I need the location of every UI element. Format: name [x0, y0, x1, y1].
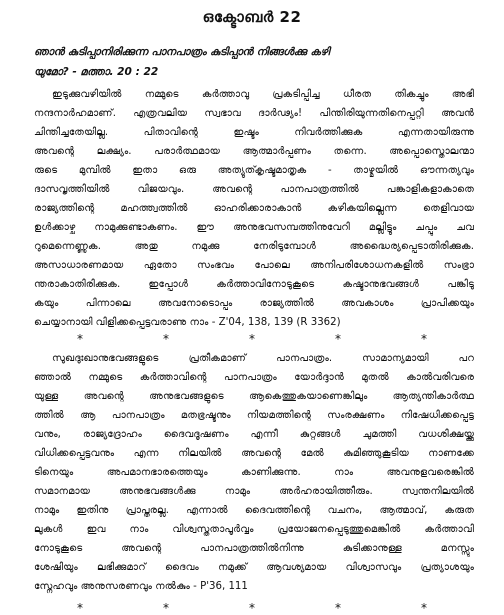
text-line-content: രാജ്യത്തിന്റെ മഹത്ത്വത്തിൽ ഓഹരിക്കാരാകാൻ കഴികയില്ലെന്ന തെളിവായ [34, 203, 474, 214]
text-line-content: നാമും ഇതിനു പ്രാപ്തരല്ല. എന്നാൽ ദൈവത്തിന്റെ വചനം, ആത്മാവ്, കരുത [34, 505, 474, 516]
text-line [34, 502, 474, 520]
separator-star: * [421, 601, 427, 615]
text-line [34, 238, 474, 256]
text-line [34, 276, 474, 294]
text-line-content: ചെയ്യാനായി വിളിക്കപ്പെട്ടവരാണു നാം - Z'04, 138, 139 (R 3362) [34, 317, 341, 328]
text-line-content: അവന്റെ ലക്ഷ്യം. പരാർത്ഥമായ ആത്മാർപ്പണം തന്നെ. അപ്പൊസ്തൊലന്മാ [34, 146, 474, 157]
text-line [34, 521, 474, 539]
verse-line-2: യുമോ? - മത്താ. 20 : 22 [34, 66, 159, 78]
separator-star: * [77, 601, 83, 615]
text-line-content: ചിന്തിച്ചതേയില്ല. പിതാവിന്റെ ഇഷ്ടം നിവർത്തിക്കുക എന്നതായിരുന്നു [34, 127, 474, 138]
text-line-content: നന്ദനാർഹമാണ്. എത്രവലിയ സ്വഭാവ ദാർഢ്യം! പിന്തിരിയുന്നതിനെപ്പറ്റി അവൻ [34, 108, 474, 119]
separator-star: * [421, 332, 427, 346]
text-line [34, 124, 474, 142]
separator-stars [0, 332, 504, 346]
text-line [34, 407, 474, 425]
text-line-content: ത്തിൽ ആ പാനപാത്രം മതഭ്രഷ്ടനും നിയമത്തിന്റെ സംരക്ഷണം നിഷേധിക്കപ്പെട്ട [34, 410, 474, 421]
text-line-content: ന്തരാകാതിരിക്കുക. ഇപ്പോൾ കർത്താവിനോടുകൂടെ കഷ്ടാനുഭവങ്ങൾ പങ്കിടു [34, 279, 474, 290]
text-line [34, 181, 474, 199]
text-line [34, 483, 474, 501]
text-line [34, 445, 474, 463]
text-line-content: വനും, രാജ്യദ്രോഹം ദൈവദൂഷണം എന്നീ കുറ്റങ്ങൾ ചുമത്തി വധശിക്ഷയ്ക്കു [34, 429, 474, 440]
page-title: ഒക്ടോബർ 22 [202, 8, 302, 26]
separator-star: * [163, 332, 169, 346]
text-line [34, 559, 474, 577]
text-line [34, 350, 474, 368]
text-line [34, 162, 474, 180]
text-line [34, 464, 474, 482]
text-line [34, 257, 474, 275]
separator-star: * [163, 601, 169, 615]
separator-star: * [335, 601, 341, 615]
text-line [34, 143, 474, 161]
text-line-content: വിധിക്കപ്പെട്ടവനും എന്ന നിലയിൽ അവന്റെ മേൽ കുമിഞ്ഞുകൂടിയ നാണക്കേ [34, 448, 474, 459]
text-line [34, 578, 474, 596]
text-line [34, 219, 474, 237]
text-line-content: കയും പിന്നാലെ അവനോടൊപ്പം രാജ്യത്തിൽ അവകാശം പ്രാപിക്കയും [34, 298, 474, 309]
text-line-content: സ്നേഹവും അനുസരണവും നൽകും - P'36, 111 [34, 581, 248, 592]
separator-star: * [249, 601, 255, 615]
text-line-content: സുഖദുഃഖാനുഭവങ്ങളുടെ പ്രതീകമാണ് പാനപാത്രം. സാമാന്യമായി പറ [52, 353, 474, 364]
text-line-content: അസാധാരണമായ ഏതോ സംഭവം പോലെ അനിപരിശോധനകളിൽ സംഭ്രാ [34, 260, 474, 271]
separator-stars [0, 601, 504, 615]
text-line [34, 105, 474, 123]
text-line [34, 426, 474, 444]
text-line [34, 295, 474, 313]
text-line-content: സമാനമായ അനുഭവങ്ങൾക്കു നാമും അർഹരായിത്തീരും. സ്വന്തനിലയിൽ [34, 486, 474, 497]
text-line-content: ദാസവൃത്തിയിൽ വിജയവും. അവന്റെ പാനപാത്രത്തിൽ പങ്കാളികളാകാതെ [34, 184, 474, 195]
text-line [34, 314, 474, 332]
text-line-content: ശേഷിയും ലഭിക്കുമാറ് ദൈവം നമുക്ക് ആവശ്യമായ വിശ്വാസവും പ്രത്യാശയും [34, 562, 474, 573]
text-line [34, 388, 474, 406]
text-line-content: ടിനെയും അപമാനഭാരത്തെയും കാണിക്കുന്നു. നാം അവനുളവരെങ്കിൽ [34, 467, 474, 478]
verse-line-1: ഞാൻ കുടിപ്പാനിരിക്കുന്ന പാനപാത്രം കുടിപ്പാൻ നിങ്ങൾക്കു കഴി [34, 46, 330, 58]
text-line-content: യുള്ള അവന്റെ അനുഭവങ്ങളുടെ ആകെത്തുകയാണെങ്കിലും ആത്യന്തികാർത്ഥ [34, 391, 474, 402]
text-line-content: നോടുകൂടെ അവന്റെ പാനപാത്രത്തിൽനിന്നു കുടിക്കാനുള്ള മനസ്സും [34, 543, 474, 554]
text-line [34, 86, 474, 104]
text-line [34, 369, 474, 387]
text-line-content: റുമെന്നെണ്ണുക. അതു നമുക്കു നേരിടുമ്പോൾ അദ്ധൈര്യപ്പെടാതിരിക്കുക. [34, 241, 474, 252]
text-line-content: ഞ്ഞാൽ നമ്മുടെ കർത്താവിന്റെ പാനപാത്രം യോർദ്ദാൻ മുതൽ കാൽവരിവരെ [34, 372, 474, 383]
text-line-content: ഉൾക്കാഴ്ച നാമുക്കുണ്ടാകണം. ഈ അനുഭവസമ്പത്തിനുവേറി മല്ലിട്ടും ചപ്പും ചവ [34, 222, 474, 233]
text-line [34, 200, 474, 218]
text-line-content: ലുകൾ ഇവ നാം വിശ്വസ്തതാപൂർവ്വം പ്രയോജനപ്പെടുത്തുമെങ്കിൽ കർത്താവി [34, 524, 474, 535]
separator-star: * [249, 332, 255, 346]
text-line [34, 540, 474, 558]
separator-star: * [335, 332, 341, 346]
separator-star: * [77, 332, 83, 346]
text-line-content: രുടെ മുമ്പിൽ ഇതാ ഒരു അത്യുത്കൃഷ്ടമാതൃക - താഴ്മയിൽ ഔന്നത്യവും [34, 165, 474, 176]
text-line-content: ഇടുക്കുവഴിയിൽ നമ്മുടെ കർത്താവു പ്രകടിപ്പിച്ച ധീരത തികച്ചും അഭി [52, 89, 474, 100]
